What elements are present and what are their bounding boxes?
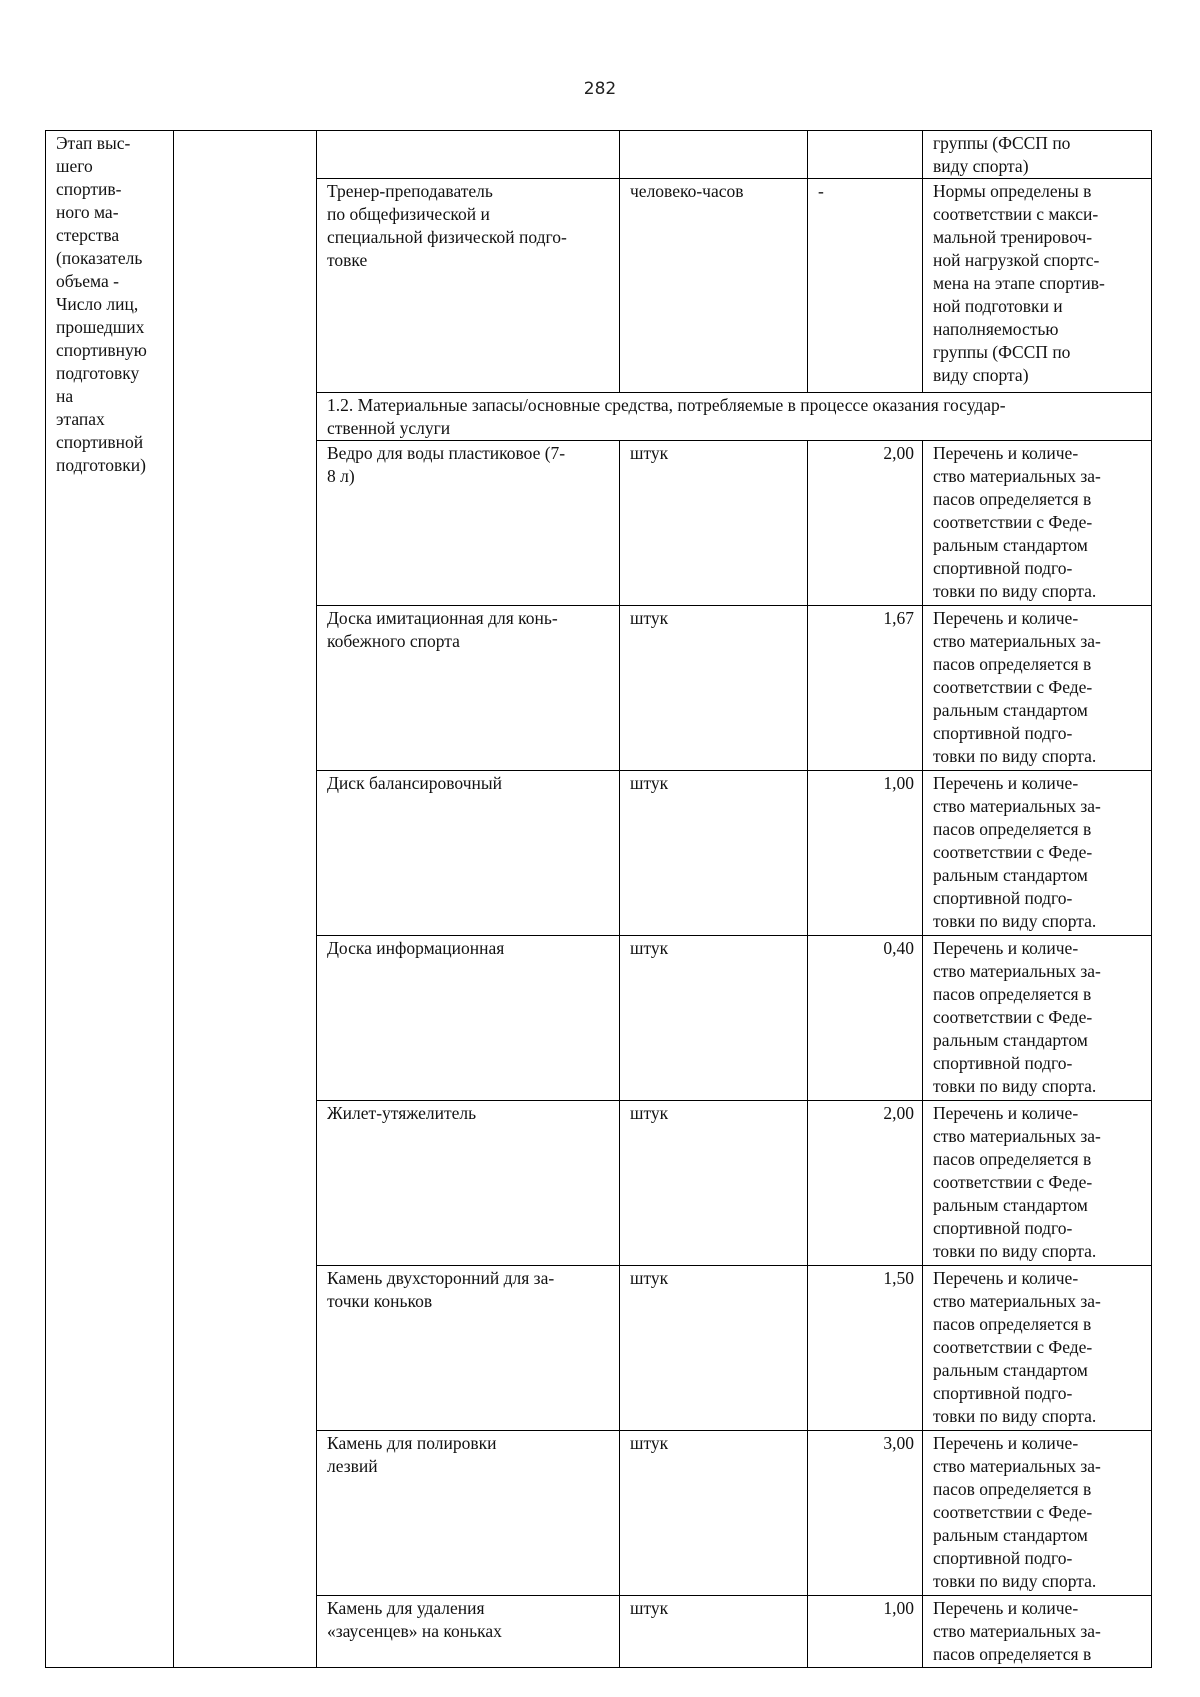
value-cell: 2,00: [808, 1101, 923, 1266]
note-cell: Перечень и количе- ство материальных за- пасов определяется в соответствии с Феде- ральным стандартом спортивной подго- товки по виду спорта.: [923, 1266, 1152, 1431]
resource-name-cell: Диск балансировочный: [317, 771, 620, 936]
empty-column-cell: [174, 131, 317, 1668]
unit-cell: штук: [620, 771, 808, 936]
unit-cell: штук: [620, 1101, 808, 1266]
page-number: 282: [583, 79, 617, 99]
resource-table: [45, 130, 1152, 1668]
note-cell: Перечень и количе- ство материальных за- пасов определяется в соответствии с Феде- ральным стандартом спортивной подго- товки по виду спорта.: [923, 771, 1152, 936]
note-cell: группы (ФССП по виду спорта): [923, 131, 1152, 179]
unit-cell: штук: [620, 936, 808, 1101]
resource-name-cell: Камень для удаления «заусенцев» на коньках: [317, 1596, 620, 1668]
note-cell: Перечень и количе- ство материальных за- пасов определяется в соответствии с Феде- ральным стандартом спортивной подго- товки по виду спорта.: [923, 441, 1152, 606]
resource-name-cell: Камень для полировки лезвий: [317, 1431, 620, 1596]
value-cell: 1,67: [808, 606, 923, 771]
value-cell: 3,00: [808, 1431, 923, 1596]
stage-label: Этап выс- шего спортив- ного ма- стерства (показатель объема - Число лиц, прошедших спортивную подготовку на этапах спортивной подготовки): [56, 133, 147, 475]
unit-cell: штук: [620, 1596, 808, 1668]
unit-cell: [620, 131, 808, 179]
resource-name-cell: Жилет-утяжелитель: [317, 1101, 620, 1266]
resource-name-cell: [317, 131, 620, 179]
value-cell: 2,00: [808, 441, 923, 606]
section-heading: 1.2. Материальные запасы/основные средства, потребляемые в процессе оказания государ- ственной услуги: [317, 393, 1152, 441]
resource-name-cell: Камень двухсторонний для за- точки коньков: [317, 1266, 620, 1431]
value-cell: 1,50: [808, 1266, 923, 1431]
value-cell: 0,40: [808, 936, 923, 1101]
note-cell: Перечень и количе- ство материальных за- пасов определяется в соответствии с Феде- ральным стандартом спортивной подго- товки по виду спорта.: [923, 1101, 1152, 1266]
note-cell: Нормы определены в соответствии с макси- мальной тренировоч- ной нагрузкой спортс- мена на этапе спортив- ной подготовки и наполняемостью группы (ФССП по виду спорта): [923, 179, 1152, 393]
unit-cell: штук: [620, 1431, 808, 1596]
resource-table-body: [46, 131, 1152, 1668]
note-cell: Перечень и количе- ство материальных за- пасов определяется в соответствии с Феде- ральным стандартом спортивной подго- товки по виду спорта.: [923, 606, 1152, 771]
note-cell: Перечень и количе- ство материальных за- пасов определяется в соответствии с Феде- ральным стандартом спортивной подго- товки по виду спорта.: [923, 936, 1152, 1101]
value-cell: -: [808, 179, 923, 393]
resource-name-cell: Доска имитационная для конь- кобежного спорта: [317, 606, 620, 771]
value-cell: 1,00: [808, 1596, 923, 1668]
resource-name-cell: Ведро для воды пластиковое (7- 8 л): [317, 441, 620, 606]
value-cell: 1,00: [808, 771, 923, 936]
unit-cell: штук: [620, 1266, 808, 1431]
value-cell: [808, 131, 923, 179]
unit-cell: штук: [620, 606, 808, 771]
unit-cell: человеко-часов: [620, 179, 808, 393]
table-row: [46, 131, 1152, 179]
stage-cell: [46, 131, 174, 1668]
unit-cell: штук: [620, 441, 808, 606]
note-cell: Перечень и количе- ство материальных за- пасов определяется в: [923, 1596, 1152, 1668]
resource-name-cell: Доска информационная: [317, 936, 620, 1101]
note-cell: Перечень и количе- ство материальных за- пасов определяется в соответствии с Феде- ральным стандартом спортивной подго- товки по виду спорта.: [923, 1431, 1152, 1596]
resource-name-cell: Тренер-преподаватель по общефизической и специальной физической подго- товке: [317, 179, 620, 393]
